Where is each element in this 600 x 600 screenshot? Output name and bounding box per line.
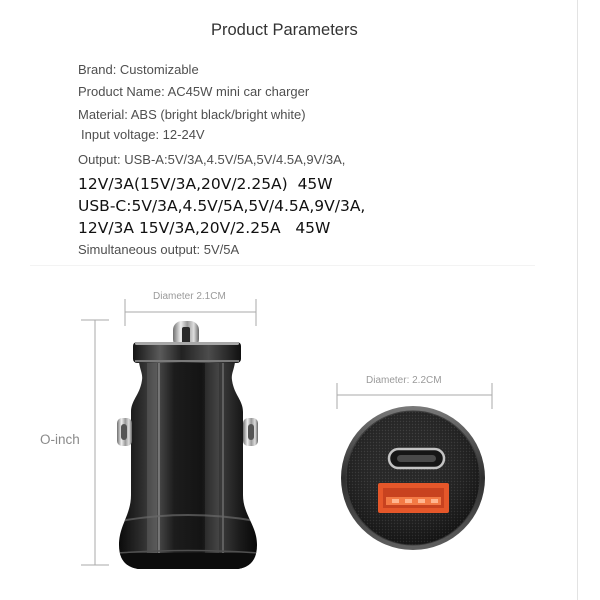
usb-c-port [389,449,444,468]
usb-a-pin [405,499,412,503]
usb-a-pin [392,499,399,503]
param-brand: Brand: Customizable [78,62,199,77]
param-material: Material: ABS (bright black/bright white) [78,107,306,122]
param-simultaneous-output: Simultaneous output: 5V/5A [78,242,240,257]
param-output-usb-c: USB-C:5V/3A,4.5V/5A,5V/4.5A,9V/3A, [78,197,366,215]
param-input-voltage: Input voltage: 12-24V [81,127,205,142]
param-product-name: Product Name: AC45W mini car charger [78,84,310,99]
end-diameter-label: Diameter: 2.2CM [366,375,442,386]
param-output-usb-c-continued: 12V/3A 15V/3A,20V/2.25A 45W [78,219,331,237]
charger-body [119,362,257,569]
collar-bottom-rim [135,360,239,362]
charger-side-view [115,321,261,572]
left-side-clip-notch [121,424,127,440]
charger-end-view [341,406,485,550]
usb-a-pin [431,499,438,503]
body-highlight [158,360,160,572]
right-side-clip-notch [248,424,254,440]
usb-a-port [378,483,449,513]
charger-collar [133,342,241,363]
param-output-usb-a: Output: USB-A:5V/3A,4.5V/5A,5V/4.5A,9V/3A, [78,152,346,167]
usb-a-pin [418,499,425,503]
usb-c-port-tongue [397,455,436,462]
charger-base [115,553,261,571]
end-view-face-shade [346,411,480,545]
side-width-label: Diameter 2.1CM [153,291,226,302]
side-height-dimension [81,320,109,565]
collar-top-rim [135,342,239,345]
side-height-label: O-inch [40,432,80,447]
body-highlight [205,360,219,572]
body-highlight [147,360,157,572]
body-highlight [222,360,224,572]
page-title: Product Parameters [211,21,358,39]
param-output-usb-a-continued: 12V/3A(15V/3A,20V/2.25A) 45W [78,175,333,193]
